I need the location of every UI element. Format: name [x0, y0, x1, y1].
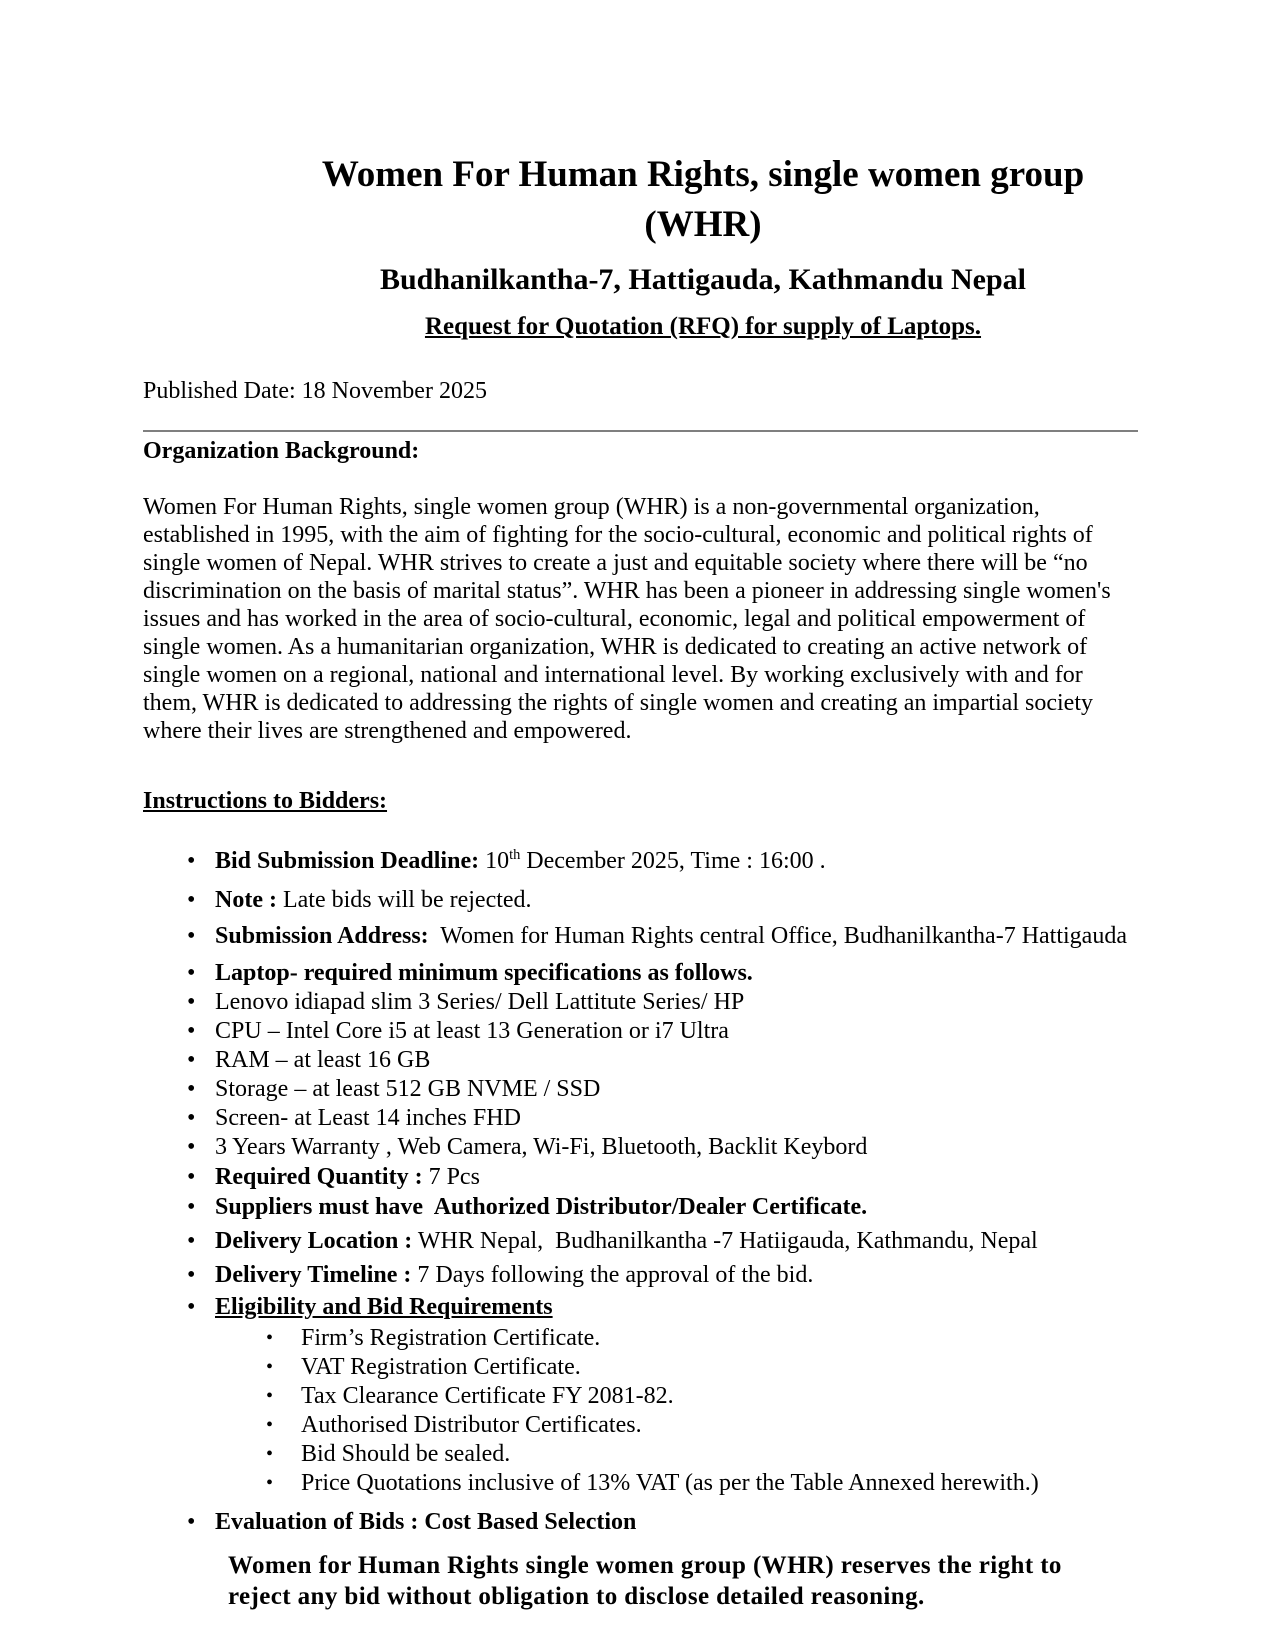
list-item-delivery-location — [143, 1227, 1138, 1255]
list-item-supplier-certificate — [143, 1193, 1138, 1221]
horizontal-divider — [143, 430, 1138, 432]
ordinal-superscript: th — [509, 847, 521, 863]
instructions-heading: Instructions to Bidders: — [143, 788, 388, 814]
item-text: Late bids will be rejected. — [276, 887, 532, 913]
rfq-subject-line: Request for Quotation (RFQ) for supply of Laptops. — [424, 313, 982, 340]
item-text: Women for Human Rights central Office, Budhanilkantha-7 Hattigauda — [428, 923, 1127, 949]
sub-item-text: Tax Clearance Certificate FY 2081-82. — [301, 1383, 674, 1409]
instructions-list — [143, 847, 1138, 1536]
item-label: Eligibility and Bid Requirements — [215, 1294, 553, 1320]
item-text: WHR Nepal, Budhanilkantha -7 Hatiigauda, Kathmandu, Nepal — [412, 1228, 1038, 1254]
sub-item-text: Price Quotations inclusive of 13% VAT (as per the Table Annexed herewith.) — [301, 1470, 1039, 1496]
closing-note: Women for Human Rights single women group (WHR) reserves the right to reject any bid without obligation to disclose detailed reasoning. — [228, 1552, 1069, 1610]
list-item-storage — [143, 1075, 1138, 1103]
published-date: Published Date: 18 November 2025 — [143, 378, 487, 404]
item-label: Delivery Timeline : — [215, 1262, 412, 1288]
list-item-bid-submission-deadline — [143, 847, 1138, 875]
sub-item-text: Firm’s Registration Certificate. — [301, 1325, 601, 1351]
sub-item-authorised-distributor — [215, 1411, 1138, 1439]
sub-item-text: VAT Registration Certificate. — [301, 1354, 581, 1380]
item-label: Required Quantity : — [215, 1164, 423, 1190]
eligibility-sub-list — [215, 1324, 1138, 1497]
sub-item-text: Authorised Distributor Certificates. — [301, 1412, 642, 1438]
list-item-warranty-features — [143, 1133, 1138, 1161]
item-label: Delivery Location : — [215, 1228, 413, 1254]
item-label: Submission Address: — [215, 923, 429, 949]
list-item-note — [143, 886, 1138, 914]
item-text: 7 Pcs — [422, 1164, 480, 1190]
item-label: Bid Submission Deadline: — [215, 848, 480, 874]
title-line1: Women For Human Rights, single women group — [321, 154, 1085, 195]
item-label: Laptop- required minimum specifications as follows. — [215, 960, 753, 986]
list-item-ram — [143, 1046, 1138, 1074]
item-text: 3 Years Warranty , Web Camera, Wi-Fi, Bluetooth, Backlit Keybord — [215, 1134, 868, 1160]
item-text: 10 — [479, 848, 510, 874]
sub-item-price-quotations-vat — [215, 1469, 1138, 1497]
list-item-evaluation-of-bids — [143, 1508, 1138, 1536]
list-item-cpu — [143, 1017, 1138, 1045]
title-line2: (WHR) — [644, 204, 762, 245]
list-item-submission-address — [143, 922, 1138, 950]
page-title — [268, 150, 1138, 250]
list-item-delivery-timeline — [143, 1261, 1138, 1289]
org-background-paragraph: Women For Human Rights, single women group (WHR) is a non-governmental organization, established in 1995, with the aim of fighting for the socio-cultural, economic and political rights of single women of Nepal. WHR strives to create a just and equitable society where there will be “no discrimination on the basis of marital status”. WHR has been a pioneer in addressing single women's issues and has worked in the area of socio-cultural, economic, legal and political empowerment of single women. As a humanitarian organization, WHR is dedicated to creating an active network of single women on a regional, national and international level. By working exclusively with and for them, WHR is dedicated to addressing the rights of single women and creating an impartial society where their lives are strengthened and empowered. — [143, 494, 1117, 744]
list-item-brand-series — [143, 988, 1138, 1016]
sub-item-vat-registration — [215, 1353, 1138, 1381]
item-text: 7 Days following the approval of the bid. — [411, 1262, 814, 1288]
organization-address: Budhanilkantha-7, Hattigauda, Kathmandu Nepal — [379, 263, 1027, 296]
item-text: Lenovo idiapad slim 3 Series/ Dell Lattitute Series/ HP — [215, 989, 745, 1015]
list-item-screen — [143, 1104, 1138, 1132]
item-text: December 2025, Time : 16:00 . — [520, 848, 826, 874]
item-label: Suppliers must have Authorized Distributor/Dealer Certificate. — [215, 1194, 868, 1220]
list-item-required-quantity — [143, 1163, 1138, 1191]
sub-item-tax-clearance — [215, 1382, 1138, 1410]
list-item-eligibility-requirements — [143, 1293, 1138, 1497]
document-header — [268, 150, 1138, 341]
item-label: Note : — [215, 887, 277, 913]
item-label: Evaluation of Bids : Cost Based Selection — [215, 1509, 637, 1535]
list-item-laptop-specs-heading — [143, 959, 1138, 987]
item-text: RAM – at least 16 GB — [215, 1047, 431, 1073]
org-background-heading: Organization Background: — [143, 438, 420, 464]
item-text: Storage – at least 512 GB NVME / SSD — [215, 1076, 601, 1102]
item-text: Screen- at Least 14 inches FHD — [215, 1105, 521, 1131]
sub-item-sealed-bid — [215, 1440, 1138, 1468]
sub-item-text: Bid Should be sealed. — [301, 1441, 511, 1467]
sub-item-firm-registration — [215, 1324, 1138, 1352]
item-text: CPU – Intel Core i5 at least 13 Generation or i7 Ultra — [215, 1018, 729, 1044]
